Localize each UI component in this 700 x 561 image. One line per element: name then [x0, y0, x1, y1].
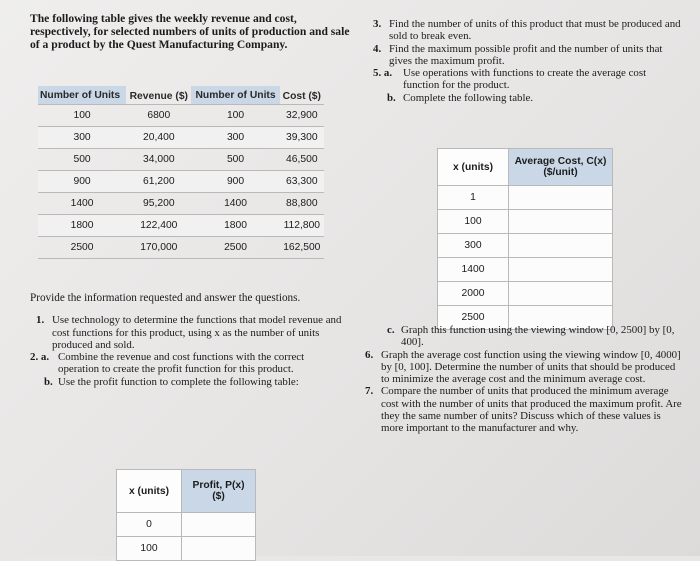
table-row	[117, 537, 256, 561]
table-cell: 2500	[191, 237, 279, 259]
table-cell-empty	[509, 258, 613, 282]
table-cell: 63,300	[280, 171, 324, 193]
table-cell: 34,000	[126, 149, 191, 171]
left-lower-text	[30, 292, 348, 388]
table-cell: 100	[438, 210, 509, 234]
table-row	[438, 210, 613, 234]
table-cell: 2000	[438, 282, 509, 306]
table-cell: 500	[38, 149, 126, 171]
table-cell: 1	[438, 186, 509, 210]
provide-text: Provide the information requested and answer the questions.	[30, 292, 301, 304]
question-2a: 2. a. Combine the revenue and cost functions with the correct operation to create the profit function for this product.	[30, 351, 305, 376]
header-units-1: Number of Units	[38, 86, 126, 105]
table-cell: 112,800	[280, 215, 324, 237]
table-cell: 300	[38, 127, 126, 149]
table-cell: 2500	[38, 237, 126, 259]
table-cell: 100	[117, 537, 182, 561]
table-cell: 900	[38, 171, 126, 193]
header-cost: Cost ($)	[282, 91, 321, 102]
table-row	[438, 186, 613, 210]
question-6: 6. Graph the average cost function using the viewing window [0, 4000] by [0, 100]. Determine the number of units that should be produced to minimize the average cost and the minimum average cost.	[365, 348, 681, 386]
table-row	[438, 234, 613, 258]
table-cell: 100	[191, 105, 279, 127]
table-cell: 1400	[438, 258, 509, 282]
right-column	[365, 18, 685, 104]
table-row	[438, 282, 613, 306]
table-cell-empty	[182, 513, 256, 537]
header-units-2: Number of Units	[191, 86, 279, 105]
question-7: 7. Compare the number of units that produced the minimum average cost with the number of units that produced the maximum profit. Are they the same number of units? Discuss which of these values is more important to the manufacturer and why.	[365, 385, 682, 435]
header-x-units: x (units)	[117, 470, 182, 513]
table-row	[38, 193, 324, 215]
header-x-units: x (units)	[438, 149, 509, 186]
table-row	[38, 215, 324, 237]
question-1: 1. Use technology to determine the functions that model revenue and cost functions for this product, using x as the number of units produced and sold.	[36, 314, 342, 351]
profit-table	[116, 469, 256, 561]
question-5b: b. Complete the following table.	[387, 91, 534, 104]
table-cell: 170,000	[126, 237, 191, 259]
table-cell: 900	[191, 171, 279, 193]
table-cell-empty	[509, 210, 613, 234]
table-cell: 20,400	[126, 127, 191, 149]
table-cell: 88,800	[280, 193, 324, 215]
header-profit: Profit, P(x) ($)	[182, 470, 256, 513]
table-cell: 2500	[438, 306, 509, 330]
table-row	[38, 149, 324, 171]
table-cell: 1800	[191, 215, 279, 237]
table-cell-empty	[509, 234, 613, 258]
table-cell: 1800	[38, 215, 126, 237]
table-cell: 300	[438, 234, 509, 258]
question-5c: c. Graph this function using the viewing window [0, 2500] by [0, 400].	[387, 324, 675, 349]
table-cell-empty	[182, 537, 256, 561]
table-row	[38, 127, 324, 149]
table-cell: 95,200	[126, 193, 191, 215]
table-cell-empty	[509, 282, 613, 306]
table-cell: 300	[191, 127, 279, 149]
table-row	[38, 105, 324, 127]
table-cell: 46,500	[280, 149, 324, 171]
table-cell: 61,200	[126, 171, 191, 193]
question-4: 4. Find the maximum possible profit and the number of units that gives the maximum profit.	[373, 42, 663, 67]
header-revenue: Revenue ($)	[129, 91, 188, 102]
table-cell: 6800	[126, 105, 191, 127]
average-cost-table	[437, 148, 613, 330]
table-row	[38, 171, 324, 193]
header-average-cost: Average Cost, C(x) ($/unit)	[509, 149, 613, 186]
table-cell: 1400	[38, 193, 126, 215]
intro-paragraph: The following table gives the weekly revenue and cost, respectively, for selected numbers of units of production and sale of a product by the Quest Manufacturing Company.	[30, 12, 350, 52]
table-cell: 122,400	[126, 215, 191, 237]
right-lower-text	[365, 324, 685, 435]
table-cell-empty	[509, 186, 613, 210]
question-5a: 5. a. Use operations with functions to create the average cost function for the product.	[373, 67, 647, 92]
table-cell: 100	[38, 105, 126, 127]
table-row	[38, 237, 324, 259]
table-cell: 500	[191, 149, 279, 171]
revenue-cost-table	[38, 86, 324, 259]
table-cell: 39,300	[280, 127, 324, 149]
table-row	[438, 258, 613, 282]
table-cell: 1400	[191, 193, 279, 215]
table-cell: 162,500	[280, 237, 324, 259]
table-cell: 0	[117, 513, 182, 537]
table-cell: 32,900	[280, 105, 324, 127]
table-row	[117, 513, 256, 537]
question-3: 3. Find the number of units of this product that must be produced and sold to break even.	[373, 18, 681, 43]
question-2b: b. Use the profit function to complete the following table:	[44, 375, 299, 388]
left-column	[30, 12, 350, 52]
